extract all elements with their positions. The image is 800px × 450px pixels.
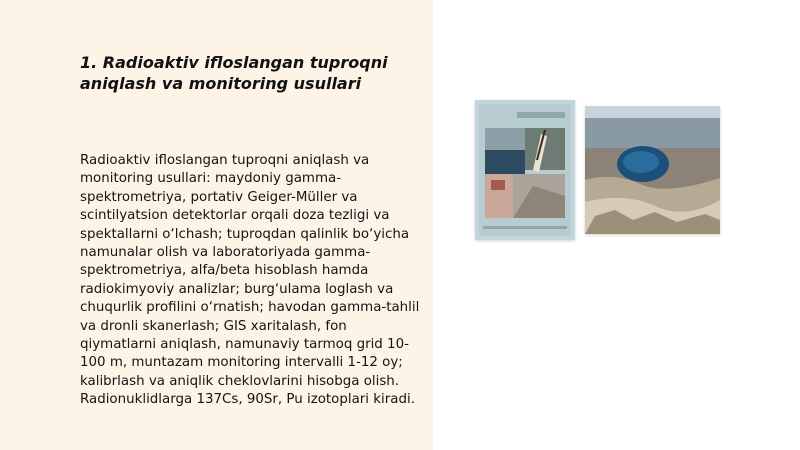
slide-title-line-1: 1. Radioaktiv ifloslangan tuproqni <box>80 53 388 72</box>
slide-title <box>80 52 420 94</box>
slide-body-text: Radioaktiv ifloslangan tuproqni aniqlash va monitoring usullari: maydoniy gamma-spektrometriya, portativ Geiger-Müller va scintilyatsion detektorlar orqali doza tezligi va spektallarni o‘lchash; tuproqdan qalinlik bo‘yicha namunalar olish va laboratoriyada gamma-spektrometriya, alfa/beta hisoblash hamda radiokimyoviy analizlar; burg‘ulama loglash va chuqurlik profilini o‘rnatish; havodan gamma-tahlil va dronli skanerlash; GIS xaritalash, fon qiymatlarni aniqlash, namunaviy tarmoq grid 10-100 m, muntazam monitoring intervalli 1-12 oy; kalibrlash va aniqlik cheklovlarini hisobga olish. Radionuklidlarga 137Cs, 90Sr, Pu izotoplari kiradi. <box>80 153 420 408</box>
slide-title-line-2: aniqlash va monitoring usullari <box>80 74 362 93</box>
crater-lake-photo <box>585 106 720 234</box>
crater-lake-illustration <box>585 106 720 234</box>
book-cover-photo <box>475 100 575 240</box>
book-cover-illustration <box>475 100 575 240</box>
